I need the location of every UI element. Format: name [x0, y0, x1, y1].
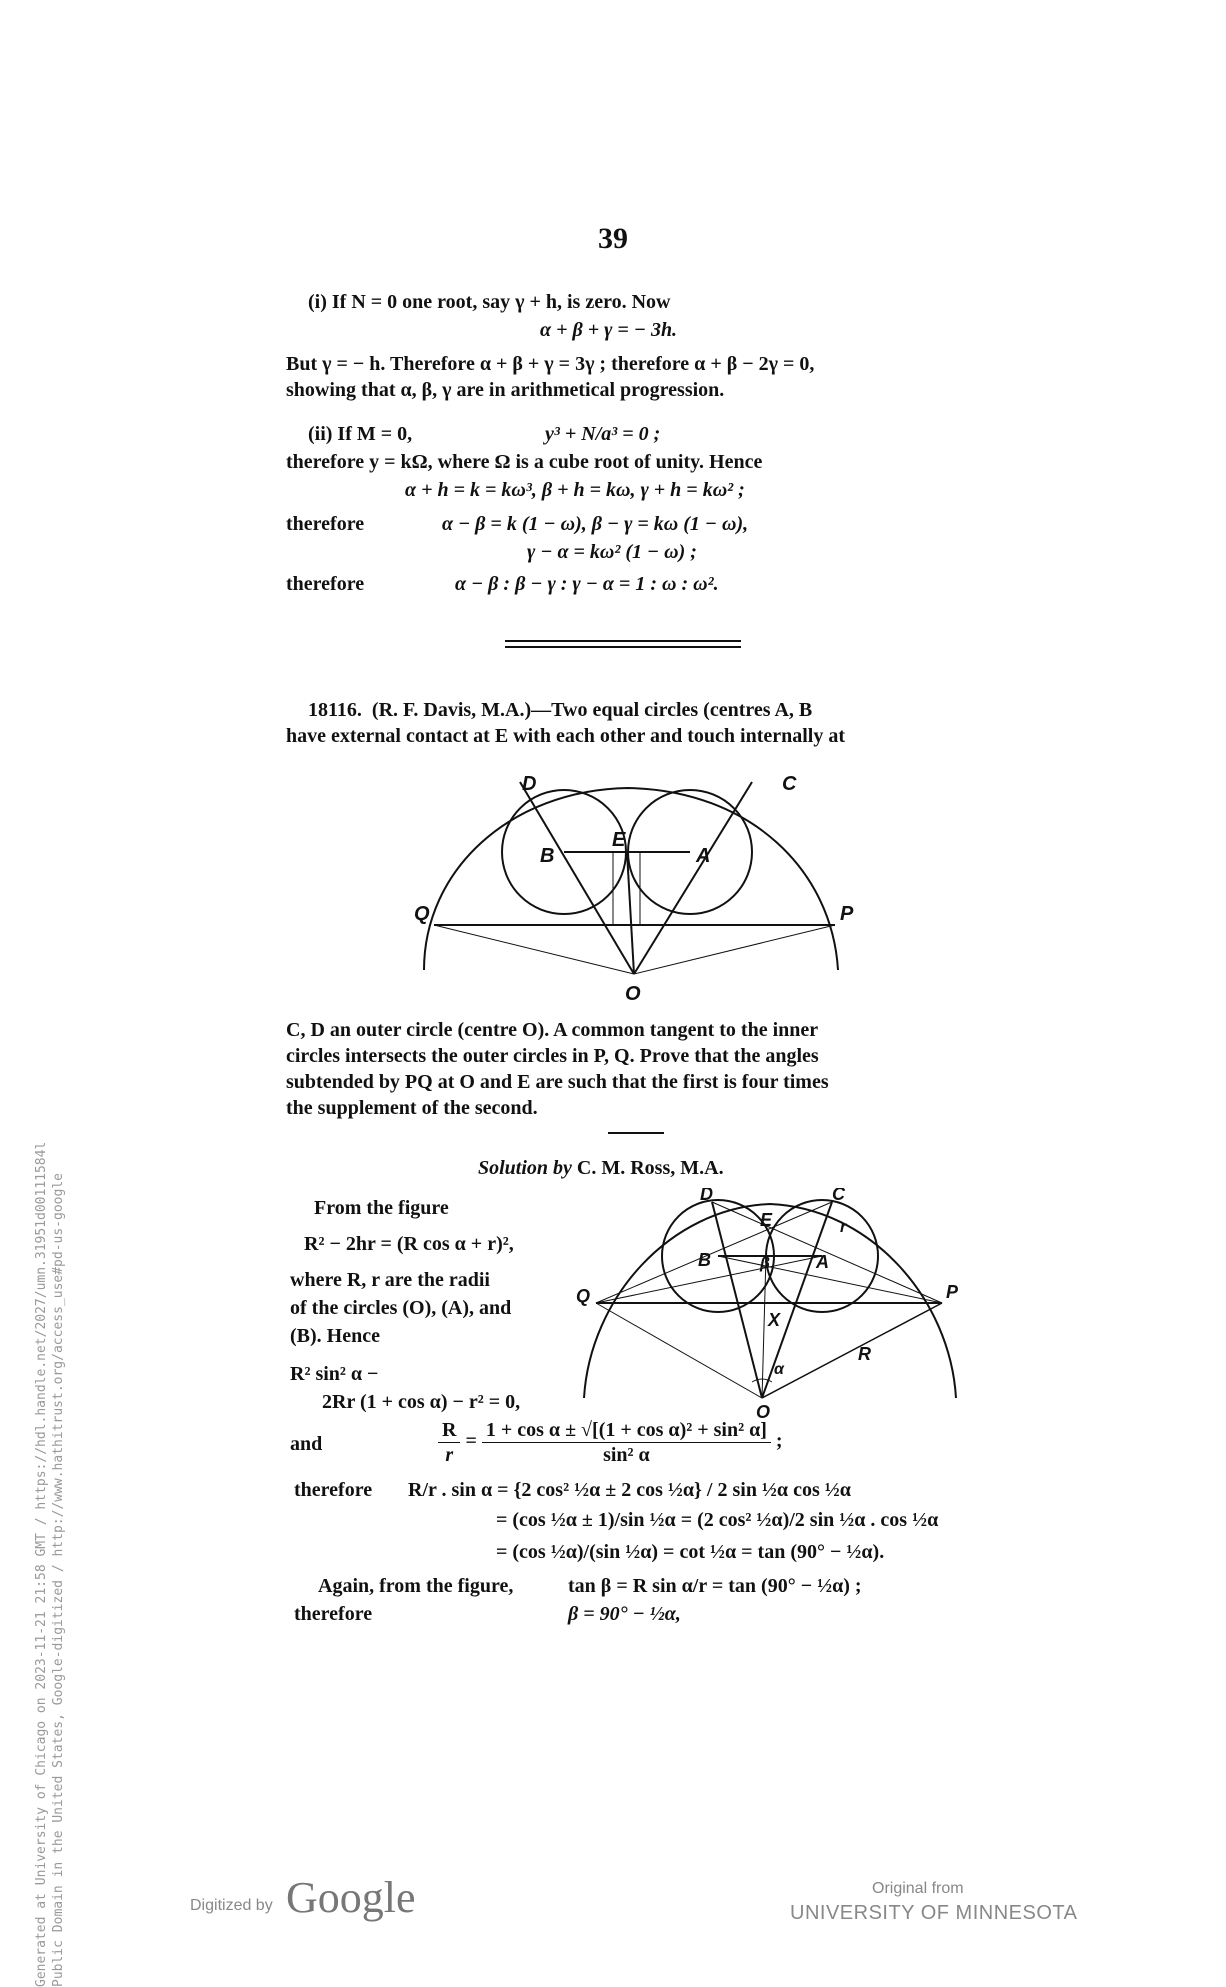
label-alpha: α [774, 1361, 784, 1378]
case-ii-line2: therefore y = kΩ, where Ω is a cube root of unity. Hence [286, 451, 763, 473]
label-c: C [832, 1188, 845, 1204]
case-ii-line1: (ii) If M = 0, [308, 423, 413, 445]
label-b: B [698, 1250, 711, 1270]
case-ii-eq2: α + h = k = kω³, β + h = kω, γ + h = kω² ; [405, 479, 745, 501]
and-label: and [290, 1433, 323, 1455]
therefore-label: therefore [294, 1603, 373, 1625]
label-p: P [840, 903, 854, 925]
outer-circle-arc [424, 788, 838, 970]
solution-author: C. M. Ross, M.A. [576, 1157, 724, 1179]
problem-line5: subtended by PQ at O and E are such that the first is four times [286, 1071, 829, 1093]
solution-line5: Again, from the figure, [318, 1575, 514, 1597]
google-logo: Google [286, 1873, 416, 1922]
label-r: r [840, 1219, 847, 1236]
fraction-lhs-num: R [438, 1418, 460, 1443]
therefore-label: therefore [286, 513, 365, 535]
fraction-lhs [438, 1418, 460, 1467]
fraction-lhs-den: r [445, 1444, 454, 1466]
digitized-by-label: Digitized by [190, 1897, 273, 1914]
figure-1-diagram [400, 760, 870, 1010]
problem-text: —Two equal circles (centres A, B [531, 699, 813, 721]
label-c: C [782, 773, 797, 795]
case-ii-eq5: α − β : β − γ : γ − α = 1 : ω : ω². [455, 573, 719, 595]
label-e: E [760, 1210, 773, 1230]
short-rule [608, 1132, 664, 1134]
line-qo [434, 925, 634, 974]
fraction-end: ; [775, 1430, 783, 1453]
line-do [520, 782, 634, 974]
label-d: D [700, 1188, 713, 1204]
label-d: D [522, 773, 537, 795]
case-i-line1: (i) If N = 0 one root, say γ + h, is zero. Now [308, 291, 671, 313]
fraction-rhs-num: 1 + cos α ± √[(1 + cos α)² + sin² α] [482, 1418, 771, 1443]
label-o: O [625, 983, 641, 1005]
separator-rule [505, 646, 741, 648]
fraction-rhs [482, 1418, 771, 1467]
page-number: 39 [598, 222, 628, 255]
problem-author: (R. F. Davis, M.A.) [371, 699, 532, 721]
line-po [634, 925, 835, 974]
label-r-outer: R [858, 1344, 871, 1364]
problem-line2: have external contact at E with each other and touch internally at [286, 725, 846, 747]
separator-rule [505, 640, 741, 642]
fraction-rhs-den: sin² α [603, 1444, 650, 1466]
case-i-eq1: α + β + γ = − 3h. [540, 319, 678, 341]
label-beta: β [760, 1255, 770, 1272]
side-watermark [33, 1141, 67, 1987]
case-ii-eq1: y³ + N/a³ = 0 ; [545, 423, 661, 445]
solution-heading [478, 1156, 724, 1180]
solution-line1: From the figure [314, 1197, 449, 1219]
side-watermark-line1: Generated at University of Chicago on 2023-11-21 21:58 GMT / https://hdl.handle.net/2027/umn.31951d00111584l [34, 1141, 49, 1987]
problem-line1 [308, 698, 812, 722]
case-i-line2: But γ = − h. Therefore α + β + γ = 3γ ; therefore α + β − 2γ = 0, [286, 353, 815, 375]
solution-eq5: β = 90° − ½α, [568, 1603, 681, 1625]
side-watermark-line2: Public Domain in the United States, Google-digitized / http://www.hathitrust.org/access_use#pd-us-google [51, 1173, 66, 1987]
label-x: X [768, 1310, 781, 1330]
label-o: O [756, 1402, 771, 1422]
solution-eq4: tan β = R sin α/r = tan (90° − ½α) ; [568, 1575, 862, 1597]
original-from-label: Original from [872, 1880, 964, 1897]
therefore-label: therefore [294, 1479, 373, 1501]
fraction-equation: $\frac{R}{r}$ = $\frac{\text{1 + cos α ± √[(1 + cos α)² + sin² α]}}{\text{sin² α}}$ ; [438, 1418, 783, 1467]
university-label: UNIVERSITY OF MINNESOTA [790, 1902, 1078, 1924]
line-do [712, 1202, 762, 1398]
problem-line6: the supplement of the second. [286, 1097, 538, 1119]
problem-line3: C, D an outer circle (centre O). A common tangent to the inner [286, 1019, 819, 1041]
line-po [762, 1303, 942, 1398]
case-ii-eq4: γ − α = kω² (1 − ω) ; [527, 541, 697, 563]
solution-eq3a: R/r . sin α = {2 cos² ½α ± 2 cos ½α} / 2 sin ½α cos ½α [408, 1479, 851, 1501]
label-a: A [696, 845, 711, 867]
line-qo [596, 1303, 762, 1398]
problem-number: 18116. [308, 699, 362, 721]
solution-eq1: R² − 2hr = (R cos α + r)², [304, 1233, 514, 1255]
label-b: B [540, 845, 555, 867]
problem-line4: circles intersects the outer circles in P, Q. Prove that the angles [286, 1045, 819, 1067]
solution-line4: (B). Hence [290, 1325, 380, 1347]
label-q: Q [576, 1286, 591, 1306]
label-p: P [946, 1282, 959, 1302]
line-co [634, 782, 752, 974]
solution-heading-italic: Solution by [478, 1157, 572, 1179]
label-q: Q [414, 903, 430, 925]
solution-eq3b: = (cos ½α ± 1)/sin ½α = (2 cos² ½α)/2 sin ½α . cos ½α [496, 1509, 939, 1531]
figure-2-diagram [570, 1188, 970, 1428]
solution-eq3c: = (cos ½α)/(sin ½α) = cot ½α = tan (90° − ½α). [496, 1541, 885, 1563]
label-a: A [816, 1252, 829, 1272]
solution-eq2a: R² sin² α − [290, 1363, 379, 1385]
solution-eq2b: 2Rr (1 + cos α) − r² = 0, [322, 1391, 521, 1413]
therefore-label: therefore [286, 573, 365, 595]
solution-line2: where R, r are the radii [290, 1269, 490, 1291]
line-qc [596, 1202, 832, 1303]
case-ii-eq3: α − β = k (1 − ω), β − γ = kω (1 − ω), [442, 513, 749, 535]
solution-line3: of the circles (O), (A), and [290, 1297, 512, 1319]
line-eo [762, 1256, 766, 1398]
label-e: E [612, 829, 626, 851]
case-i-line3: showing that α, β, γ are in arithmetical progression. [286, 379, 725, 401]
line-pb [718, 1256, 942, 1303]
